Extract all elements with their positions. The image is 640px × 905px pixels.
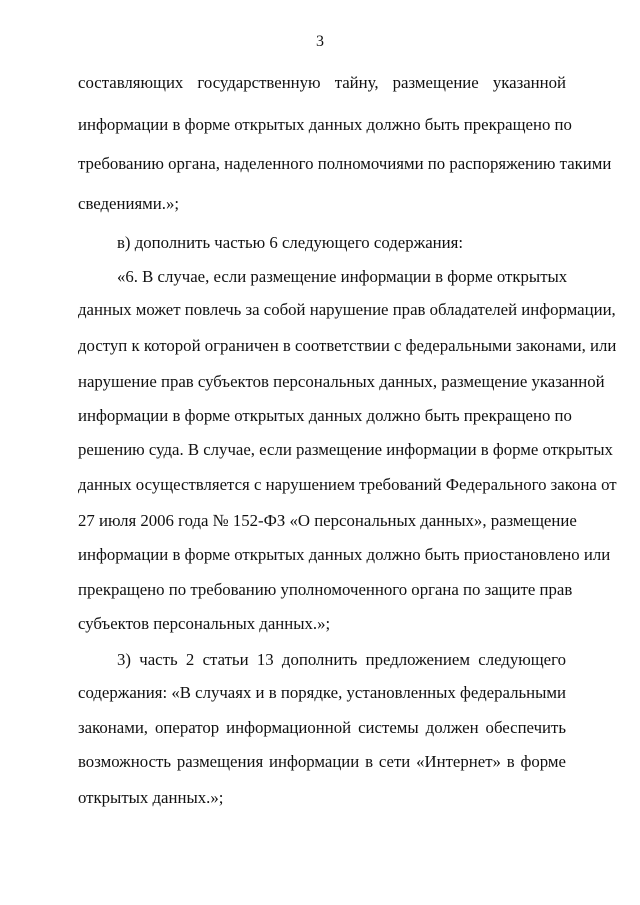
text-line-2: информации в форме открытых данных должно быть прекращено по	[78, 115, 572, 134]
text-line-4: сведениями.»;	[78, 194, 180, 213]
text-line-15: прекращено по требованию уполномоченного органа по защите прав	[78, 580, 573, 599]
text-line-5: в) дополнить частью 6 следующего содержания:	[117, 233, 463, 252]
text-line-13: 27 июля 2006 года № 152-ФЗ «О персональных данных», размещение	[78, 511, 577, 530]
text-line-9: нарушение прав субъектов персональных данных, размещение указанной	[78, 372, 605, 391]
text-line-7: данных может повлечь за собой нарушение прав обладателей информации,	[78, 300, 616, 319]
text-line-6: «6. В случае, если размещение информации в форме открытых	[117, 267, 568, 286]
text-line-3: требованию органа, наделенного полномочиями по распоряжению такими	[78, 154, 612, 173]
text-line-8: доступ к которой ограничен в соответствии с федеральными законами, или	[78, 336, 617, 355]
text-line-1: составляющих государственную тайну, размещение указанной	[78, 73, 566, 92]
text-line-12: данных осуществляется с нарушением требований Федерального закона от	[78, 475, 617, 494]
text-line-16: субъектов персональных данных.»;	[78, 614, 331, 633]
text-line-14: информации в форме открытых данных должно быть приостановлено или	[78, 545, 611, 564]
text-line-10: информации в форме открытых данных должно быть прекращено по	[78, 406, 572, 425]
text-line-19: законами, оператор информационной системы должен обеспечить	[78, 718, 566, 737]
text-line-20: возможность размещения информации в сети «Интернет» в форме	[78, 752, 566, 771]
text-line-11: решению суда. В случае, если размещение информации в форме открытых	[78, 440, 613, 459]
text-line-18: содержания: «В случаях и в порядке, установленных федеральными	[78, 683, 566, 702]
text-line-17: 3) часть 2 статьи 13 дополнить предложением следующего	[117, 650, 566, 669]
text-line-21: открытых данных.»;	[78, 788, 224, 807]
page-number: 3	[316, 33, 324, 50]
